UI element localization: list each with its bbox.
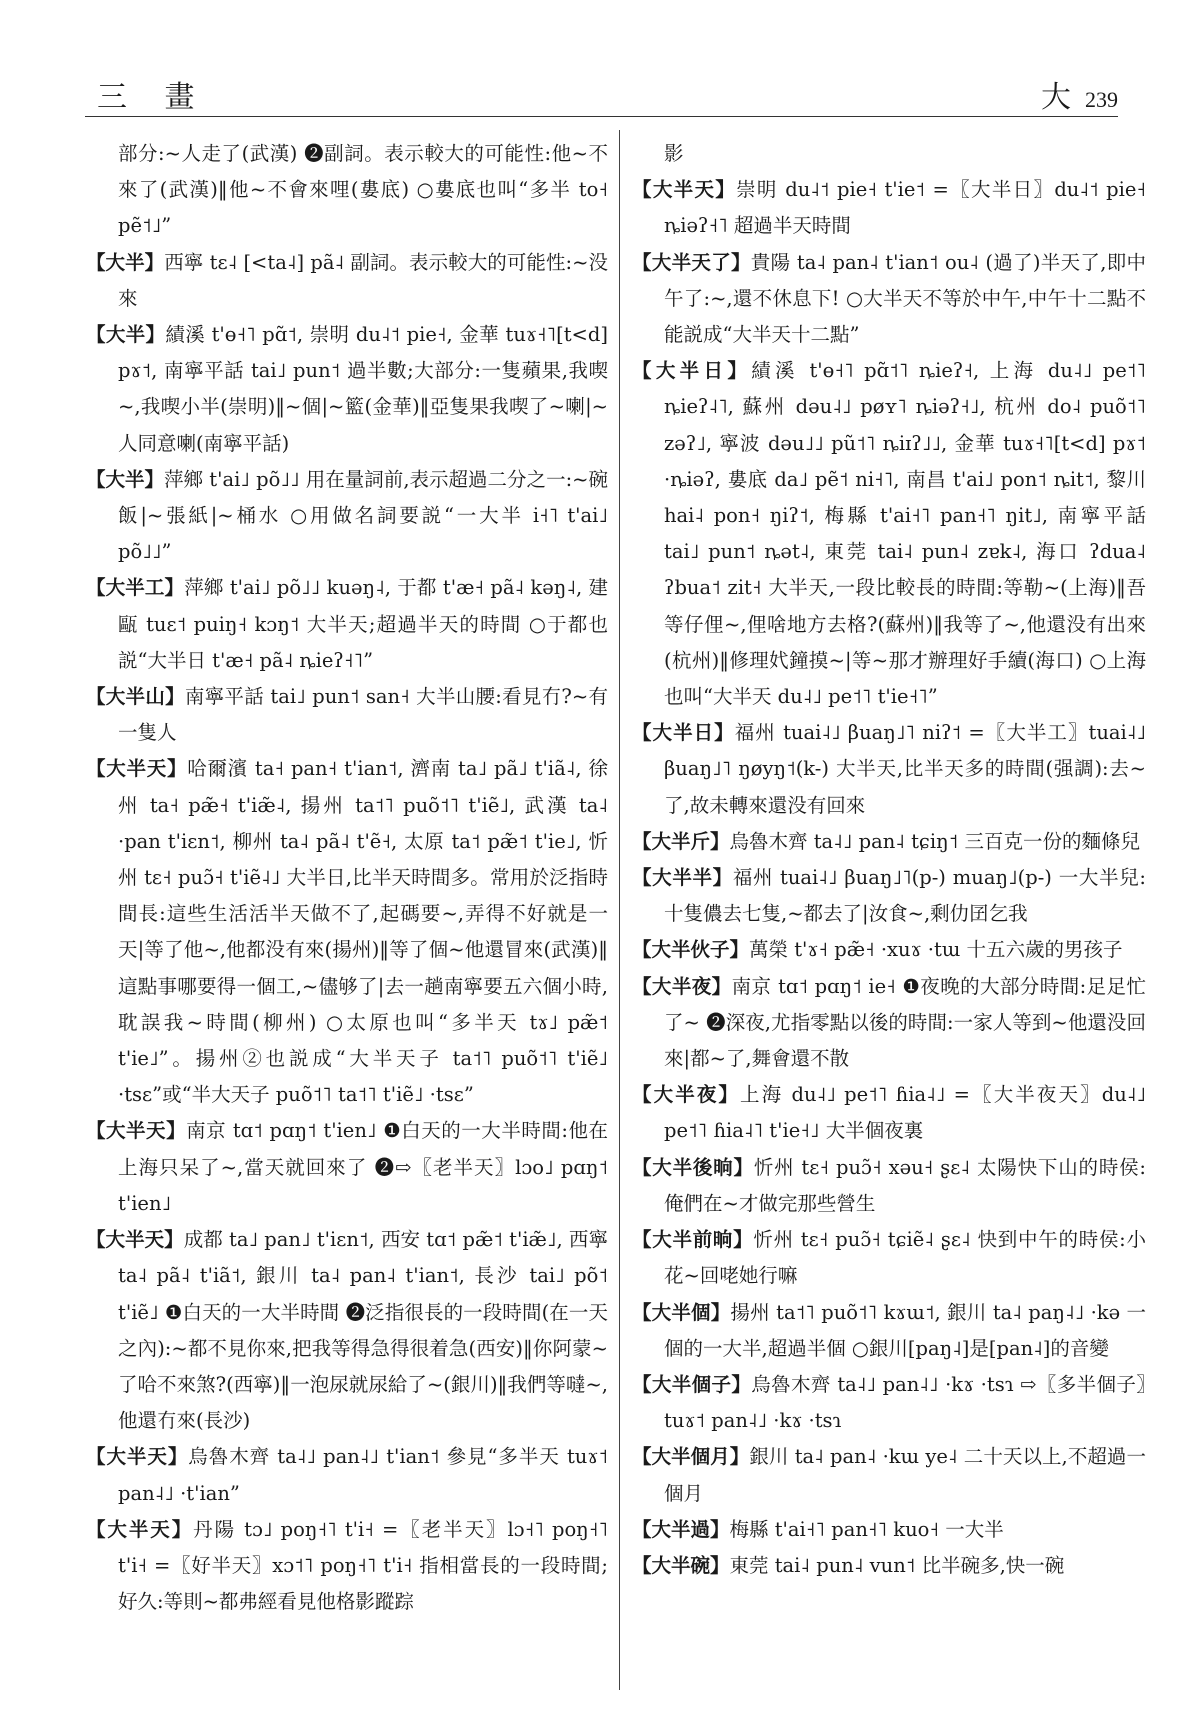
dictionary-entry [632, 353, 1146, 715]
entry-text: 影 [664, 142, 684, 165]
entry-text: 績溪 t'ɵ˧˥ pɑ̃˦˥ ȵieʔ˧, 上海 du˨˩ pe˦˥ ȵieʔ˨˥, 蘇州 dəu˨˩ pøʏ˥ ȵiəʔ˧˩, 杭州 do˨ puõ˦˥ zəʔ˩, 寧波 dəu˩˩ pũ˦˥ ȵiɪʔ˩˩, 金華 tuɤ˧˥[t<d] pɤ˦ ·ȵiəʔ, 婁底 da˩ pẽ˦ ni˧˥, 南昌 t'ai˩ pon˦ ȵit˦, 黎川 hai˨ pon˧ ŋiʔ˦, 梅縣 t'ai˧˥ pan˧˥ ŋit˩, 南寧平話 tai˩ pun˦ ȵət˨, 東莞 tai˨ pun˨ zɐk˨, 海口 ʔdua˨ ʔbua˦ zit˧ 大半天,一段比較長的時間:等勒~(上海)‖吾等仔俚~,俚啥地方去格?(蘇州)‖我等了~,他還没有出來(杭州)‖修理㚤鐘摸~|等~那才辦理好手續(海口) ○上海也叫“大半天 du˨˩ pe˦˥ t'ie˧˥” [664, 359, 1146, 709]
page-number: 239 [1085, 87, 1118, 112]
entry-text: 南寧平話 tai˩ pun˦ san˧ 大半山腰:看見冇?~有一隻人 [118, 685, 608, 745]
entry-headword: 【大半天了】 [632, 250, 751, 274]
entry-headword: 【大半】 [86, 250, 165, 274]
header-right [1041, 72, 1118, 116]
entry-headword: 【大半斤】 [632, 829, 730, 853]
header-rule [85, 116, 1118, 117]
dictionary-entry [632, 1512, 1146, 1548]
entry-text: 績溪 t'ɵ˧˥ pɑ̃˦, 崇明 du˨˦ pie˧, 金華 tuɤ˧˥[t<d] pɤ˦, 南寧平話 tai˩ pun˦ 過半數;大部分:一隻蘋果,我喫~,我喫小半(崇明)‖~個|~籃(金華)‖亞隻果我喫了~喇|~人同意喇(南寧平話) [118, 323, 608, 455]
entry-text: 烏魯木齊 ta˨˩ pan˨˩ t'ian˦ 參見“多半天 tuɤ˦ pan˨˩ ·t'ian” [118, 1445, 608, 1505]
entry-headword: 【大半後晌】 [632, 1155, 754, 1179]
entry-text: 萍鄉 t'ai˩ põ˩˩ 用在量詞前,表示超過二分之一:~碗飯|~張紙|~桶水 ○用做名詞要説“一大半 i˧˥ t'ai˩ põ˩˩” [118, 467, 608, 564]
entry-headword: 【大半天】 [86, 1228, 184, 1252]
entry-text: 福州 tuai˨˩ βuaŋ˩˥ niʔ˦ =〖大半工〗tuai˨˩ βuaŋ˩˥ ŋøyŋ˦(k-) 大半天,比半天多的時間(强調):去~了,故未轉來還没有回來 [664, 721, 1146, 817]
entry-headword: 【大半過】 [632, 1517, 730, 1541]
entry-text: 萍鄉 t'ai˩ põ˩˩ kuəŋ˨, 于都 t'æ˧ pã˨ kəŋ˨, 建甌 tuɛ˦ puiŋ˧ kɔŋ˦ 大半天;超過半天的時間 ○于都也説“大半日 t'æ˧ pã˨ ȵieʔ˧˥” [118, 576, 608, 672]
left-column [86, 136, 608, 1696]
dictionary-entry [86, 317, 608, 462]
dictionary-entry [632, 1077, 1146, 1149]
dictionary-entry [632, 1222, 1146, 1294]
entry-text: 忻州 tɛ˧ puɔ̃˧ xəu˧ ʂɛ˨ 太陽快下山的時侯:俺們在~才做完那些營生 [664, 1155, 1146, 1215]
entry-headword: 【大半伙子】 [632, 938, 750, 962]
dictionary-entry [86, 462, 608, 571]
dictionary-entry [86, 570, 608, 679]
entry-continuation [632, 136, 1146, 172]
entry-headword: 【大半日】 [632, 721, 735, 745]
entry-text: 崇明 du˨˦ pie˧ t'ie˦ =〖大半日〗du˨˦ pie˧ ȵiəʔ˧˥ 超過半天時間 [664, 178, 1146, 238]
entry-headword: 【大半日】 [632, 359, 752, 383]
dictionary-entry [632, 824, 1146, 860]
dictionary-entry [86, 1439, 608, 1511]
dictionary-entry [632, 1548, 1146, 1584]
entry-text: 南京 tɑ˦ pɑŋ˦ t'ien˩ ❶白天的一大半時間:他在上海只呆了~,當天就回來了 ❷⇨〖老半天〗lɔo˩ pɑŋ˦ t'ien˩ [118, 1119, 608, 1215]
entry-text: 西寧 tɛ˨ [<ta˨] pã˨ 副詞。表示較大的可能性:~没來 [118, 250, 608, 310]
entry-text: 東莞 tai˨ pun˨ vun˦ 比半碗多,快一碗 [729, 1553, 1065, 1577]
entry-headword: 【大半天】 [86, 757, 188, 781]
entry-headword: 【大半半】 [632, 866, 733, 890]
entry-headword: 【大半個】 [632, 1300, 731, 1324]
section-title: 三 畫 [97, 80, 209, 115]
entry-headword: 【大半碗】 [632, 1553, 730, 1577]
entry-text: 烏魯木齊 ta˨˩ pan˨ tɕiŋ˦ 三百克一份的麵條兒 [729, 829, 1140, 853]
dictionary-entry [86, 679, 608, 751]
dictionary-entry [632, 1439, 1146, 1511]
dictionary-entry [86, 1512, 608, 1621]
entry-headword: 【大半個子】 [632, 1372, 752, 1396]
dictionary-entry [632, 172, 1146, 244]
dictionary-entry [632, 715, 1146, 824]
entry-headword: 【大半】 [86, 323, 166, 347]
entry-text: 部分:~人走了(武漢) ❷副詞。表示較大的可能性:他~不來了(武漢)‖他~不會來哩(婁底) ○婁底也叫“多半 to˧ pẽ˦˩” [118, 142, 608, 238]
entry-text: 上海 du˨˩ pe˦˥ ɦia˨˩ =〖大半夜天〗du˨˩ pe˦˥ ɦia˨˥ t'ie˧˩ 大半個夜裏 [664, 1083, 1146, 1143]
entry-headword: 【大半天】 [86, 1517, 194, 1541]
entry-headword: 【大半夜】 [632, 1083, 741, 1107]
dictionary-entry [86, 751, 608, 1113]
dictionary-entry [632, 932, 1146, 968]
entry-headword: 【大半天】 [86, 1119, 187, 1143]
entry-headword: 【大半工】 [86, 576, 185, 600]
dictionary-entry [632, 1367, 1146, 1439]
entry-text: 萬榮 t'ɤ˧ pæ̃˧ ·xuɤ ·tɯ 十五六歲的男孩子 [749, 938, 1123, 962]
entry-text: 南京 tɑ˦ pɑŋ˦ ie˧ ❶夜晚的大部分時間:足足忙了~ ❷深夜,尤指零點以後的時間:一家人等到~他還没回來|都~了,舞會還不散 [664, 974, 1146, 1071]
right-column [632, 136, 1146, 1696]
entry-text: 梅縣 t'ai˧˥ pan˧˥ kuo˧ 一大半 [729, 1517, 1004, 1541]
entry-text: 揚州 ta˦˥ puõ˦˥ kɤɯ˦, 銀川 ta˨ paŋ˨˩ ·kə 一個的一大半,超過半個 ○銀川[paŋ˨]是[pan˨]的音變 [664, 1300, 1146, 1360]
entry-text: 丹陽 tɔ˩ poŋ˧˥ t'i˧ =〖老半天〗lɔ˧˥ poŋ˧˥ t'i˧ =〖好半天〗xɔ˦˥ poŋ˧˥ t'i˧ 指相當長的一段時間;好久:等則~都弗經看見他格影蹤踪 [118, 1517, 608, 1614]
dictionary-entry [632, 969, 1146, 1078]
entry-headword: 【大半】 [86, 467, 165, 491]
dictionary-entry [86, 245, 608, 317]
dictionary-entry [86, 1113, 608, 1222]
page-header [85, 72, 1118, 120]
entry-text: 烏魯木齊 ta˨˩ pan˨˩ ·kɤ ·tsɿ ⇨〖多半個子〗tuɤ˦ pan˨˩ ·kɤ ·tsɿ [664, 1372, 1146, 1433]
column-divider [619, 130, 620, 1690]
entry-text: 忻州 tɛ˧ puɔ̃˧ tɕiẽ˨ ʂɛ˨ 快到中午的時侯:小花~回咾她行嘛 [664, 1228, 1146, 1288]
dictionary-entry [632, 1150, 1146, 1222]
entry-headword: 【大半天】 [86, 1445, 189, 1469]
entry-headword: 【大半夜】 [632, 974, 732, 998]
dictionary-entry [632, 245, 1146, 354]
entry-text: 成都 ta˩ pan˩ t'iɛn˦, 西安 tɑ˦ pæ̃˦ t'iæ̃˩, 西寧 ta˨ pã˨ t'iã˦, 銀川 ta˨ pan˨ t'ian˦, 長沙 tai˩ põ˦ t'iẽ˩ ❶白天的一大半時間 ❷泛指很長的一段時間(在一天之內):~都不見你來,把我等得急得很着急(西安)‖你阿蒙~了哈不來煞?(西寧)‖一泡尿就尿給了~(銀川)‖我們等噠~,他還冇來(長沙) [118, 1228, 608, 1433]
dictionary-entry [86, 1222, 608, 1439]
entry-headword: 【大半前晌】 [632, 1228, 754, 1252]
entry-headword: 【大半天】 [632, 178, 737, 202]
entry-text: 福州 tuai˨˩ βuaŋ˩˥(p-) muaŋ˩(p-) 一大半兒:十隻儂去七隻,~都去了|汝食~,剩仂囝乞我 [664, 866, 1146, 926]
entry-headword: 【大半山】 [86, 685, 185, 709]
entry-text: 貴陽 ta˨ pan˨ t'ian˦ ou˨ (過了)半天了,即中午了:~,還不休息下! ○大半天不等於中午,中午十二點不能説成“大半天十二點” [664, 250, 1146, 347]
entry-text: 哈爾濱 ta˧ pan˧ t'ian˦, 濟南 ta˩ pã˩ t'iã˨, 徐州 ta˧ pæ̃˧ t'iæ̃˨, 揚州 ta˦˥ puõ˦˥ t'iẽ˩, 武漢 ta˨ ·pan t'iɛn˦, 柳州 ta˨ pã˨ t'ẽ˧, 太原 ta˦ pæ̃˦ t'ie˩, 忻州 tɛ˧ puɔ̃˧ t'iẽ˨˩ 大半日,比半天時間多。常用於泛指時間長:這些生活活半天做不了,起碼要~,弄得不好就是一天|等了他~,他都没有來(揚州)‖等了個~他還冒來(武漢)‖這點事哪要得一個工,~儘够了|去一趟南寧要五六個小時,耽誤我~時間(柳州) ○太原也叫“多半天 tɤ˩ pæ̃˦ t'ie˩”。揚州②也説成“大半天子 ta˦˥ puõ˦˥ t'iẽ˩ ·tsɛ”或“半大天子 puõ˦˥ ta˦˥ t'iẽ˩ ·tsɛ” [118, 757, 608, 1107]
entry-headword: 【大半個月】 [632, 1445, 750, 1469]
dictionary-entry [632, 1295, 1146, 1367]
entry-text: 銀川 ta˨ pan˨ ·kɯ ye˨ 二十天以上,不超過一個月 [664, 1445, 1146, 1505]
radical-label: 大 [1041, 80, 1071, 115]
dictionary-entry [632, 860, 1146, 932]
entry-continuation [86, 136, 608, 245]
